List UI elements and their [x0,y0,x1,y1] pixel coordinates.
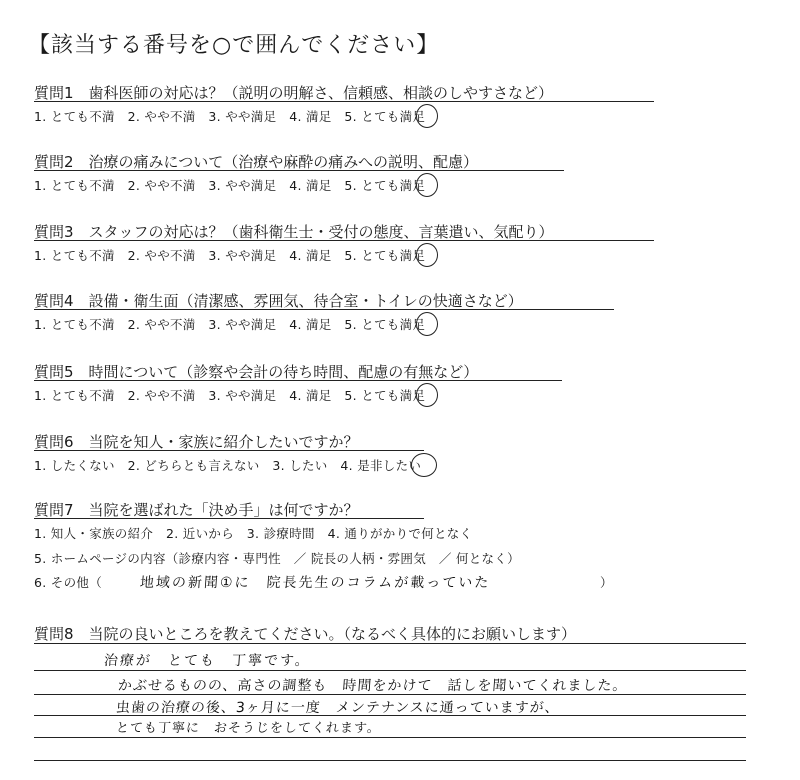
question-6-underline [34,450,424,451]
question-4-label: 質問4 設備・衛生面（清潔感、雰囲気、待合室・トイレの快適さなど） [34,292,523,310]
question-1-label: 質問1 歯科医師の対応は？（説明の明解さ、信頼感、相談のしやすさなど） [34,84,553,102]
question-5-label: 質問5 時間について（診察や会計の待ち時間、配慮の有無など） [34,363,479,381]
question-3-label: 質問3 スタッフの対応は？（歯科衛生士・受付の態度、言葉遣い、気配り） [34,223,554,241]
answer-rule-3 [34,694,746,695]
page-title: 【該当する番号を○で囲んでください】 [28,33,440,58]
question-7-options-line2: 5. ホームページの内容（診療内容・専門性 ／ 院長の人柄・雰囲気 ／ 何となく） [34,551,520,566]
question-4-underline [34,309,614,310]
answer-line-2: かぶせるものの、高さの調整も 時間をかけて 話しを聞いてくれました。 [117,678,628,694]
question-2-underline [34,170,564,171]
question-2-answer-circle [416,173,438,197]
question-2-label: 質問2 治療の痛みについて（治療や麻酔の痛みへの説明、配慮） [34,153,478,171]
question-5-answer-circle [416,383,438,407]
answer-rule-2 [34,670,746,671]
answer-line-1: 治療が とても 丁寧です。 [103,653,312,669]
question-6-label: 質問6 当院を知人・家族に紹介したいですか？ [34,433,359,451]
answer-rule-5 [34,737,746,738]
question-3-options: 1. とても不満 2. やや不満 3. やや満足 4. 満足 5. とても満足 [34,248,426,263]
question-4-options: 1. とても不満 2. やや不満 3. やや満足 4. 満足 5. とても満足 [34,317,426,332]
question-8-label: 質問8 当院の良いところを教えてください。（なるべく具体的にお願いします） [34,625,577,643]
question-7-label: 質問7 当院を選ばれた「決め手」は何ですか？ [34,501,359,519]
question-4-answer-circle [416,312,438,336]
question-3-underline [34,240,654,241]
answer-line-3: 虫歯の治療の後、3ヶ月に一度 メンテナンスに通っていますが、 [115,700,561,716]
answer-rule-4 [34,715,746,716]
question-7-options-other-suffix: ） [600,575,613,590]
answer-rule-6 [34,760,746,761]
question-6-options: 1. したくない 2. どちらとも言えない 3. したい 4. 是非したい [34,458,422,473]
question-7-underline [34,518,424,519]
question-1-answer-circle [416,104,438,128]
question-1-underline [34,101,654,102]
question-7-options-line1: 1. 知人・家族の紹介 2. 近いから 3. 診療時間 4. 通りがかりで何となく [34,526,473,541]
question-7-other-handwritten: 地域の新聞①に 院長先生のコラムが載っていた [139,575,491,591]
question-7-options-other-prefix: 6. その他（ [34,575,102,590]
answer-rule-1 [34,643,746,644]
question-1-options: 1. とても不満 2. やや不満 3. やや満足 4. 満足 5. とても満足 [34,109,426,124]
question-6-answer-circle [411,453,437,477]
question-3-answer-circle [416,243,438,267]
answer-line-4: とても丁寧に おそうじをしてくれます。 [115,721,382,736]
question-5-underline [34,380,562,381]
question-2-options: 1. とても不満 2. やや不満 3. やや満足 4. 満足 5. とても満足 [34,178,426,193]
question-5-options: 1. とても不満 2. やや不満 3. やや満足 4. 満足 5. とても満足 [34,388,426,403]
